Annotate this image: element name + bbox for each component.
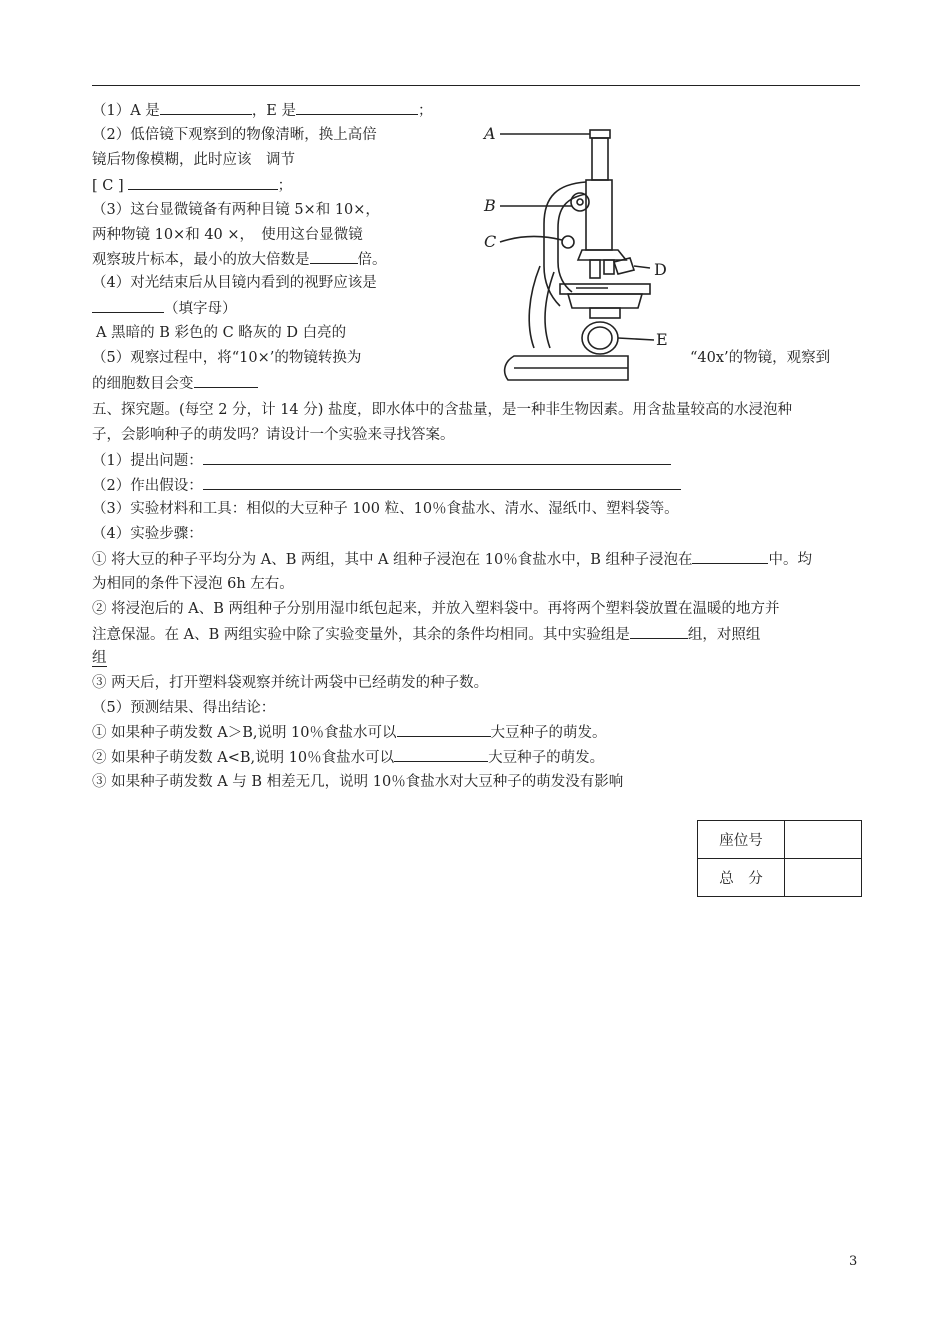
total-label: 总 分	[698, 859, 785, 897]
answer-blank[interactable]	[203, 450, 671, 465]
answer-blank[interactable]	[397, 722, 491, 737]
label-b: B	[484, 196, 496, 215]
step2-line3: 组	[92, 650, 107, 666]
s4-line: （4）实验步骤：	[92, 526, 203, 542]
q5-line1-right: “40x’的物镜，观察到	[690, 350, 831, 366]
step2-line1: ② 将浸泡后的 A、B 两组种子分别用湿巾纸包起来，并放入塑料袋中。再将两个塑料袋放置在温暖的地方并	[92, 601, 780, 617]
microscope-diagram	[478, 116, 694, 392]
answer-blank[interactable]	[296, 100, 418, 115]
page-number: 3	[849, 1254, 858, 1269]
step1-line2: 为相同的条件下浸泡 6h 左右。	[92, 576, 294, 592]
answer-blank[interactable]	[160, 100, 252, 115]
q2-line3: [ C ] ；	[92, 175, 292, 196]
q3-line3: 观察玻片标本，最小的放大倍数是 倍。	[92, 249, 387, 270]
s1-line: （1）提出问题：	[92, 450, 671, 471]
label-d: D	[654, 260, 667, 279]
q3-line2: 两种物镜 10×和 40 ×， 使用这台显微镜	[92, 227, 363, 243]
step1-line: ① 将大豆的种子平均分为 A、B 两组，其中 A 组种子浸泡在 10％食盐水中，B 组种子浸泡在 中。均	[92, 549, 812, 570]
section5-intro1: 五、探究题。(每空 2 分，计 14 分) 盐度，即水体中的含盐量，是一种非生物因素。用含盐量较高的水浸泡种	[92, 402, 793, 418]
answer-blank[interactable]	[692, 549, 768, 564]
q4-options: A 黑暗的 B 彩色的 C 略灰的 D 白亮的	[96, 325, 347, 341]
section5-intro2: 子，会影响种子的萌发吗？请设计一个实验来寻找答案。	[92, 427, 455, 443]
seat-label: 座位号	[698, 821, 785, 859]
score-table	[697, 820, 862, 897]
step3-line: ③ 两天后，打开塑料袋观察并统计两袋中已经萌发的种子数。	[92, 675, 489, 691]
q1-line: （1）A 是 ，E 是 ；	[92, 100, 433, 121]
result2-line: ② 如果种子萌发数 A<B,说明 10％食盐水可以 大豆种子的萌发。	[92, 747, 604, 768]
q4-line1: （4）对光结束后从目镜内看到的视野应该是	[92, 275, 377, 291]
answer-blank[interactable]	[92, 298, 164, 313]
s2-line: （2）作出假设：	[92, 475, 681, 496]
label-e: E	[656, 330, 668, 349]
total-value-cell[interactable]	[785, 859, 862, 897]
q5-line1-left: （5）观察过程中，将“10×’的物镜转换为	[92, 350, 362, 366]
step2-line2: 注意保湿。在 A、B 两组实验中除了实验变量外，其余的条件均相同。其中实验组是 组，对照组	[92, 624, 760, 645]
seat-value-cell[interactable]	[785, 821, 862, 859]
q2-line1: （2）低倍镜下观察到的物像清晰，换上高倍	[92, 127, 377, 143]
q3-line1: （3）这台显微镜备有两种目镜 5×和 10×，	[92, 202, 380, 218]
q4-line2: （填字母）	[92, 298, 237, 319]
answer-blank[interactable]	[394, 747, 488, 762]
answer-blank[interactable]	[310, 249, 358, 264]
microscope-figure	[478, 116, 694, 392]
q5-line2: 的细胞数目会变	[92, 373, 258, 394]
result3-line: ③ 如果种子萌发数 A 与 B 相差无几，说明 10％食盐水对大豆种子的萌发没有影响	[92, 774, 624, 790]
s3-line: （3）实验材料和工具：相似的大豆种子 100 粒、10％食盐水、清水、湿纸巾、塑料袋等。	[92, 501, 679, 517]
q2-line2: 镜后物像模糊，此时应该 调节	[92, 152, 295, 168]
result1-line: ① 如果种子萌发数 A＞B,说明 10％食盐水可以 大豆种子的萌发。	[92, 722, 607, 743]
answer-blank[interactable]	[203, 475, 681, 490]
answer-blank[interactable]	[128, 175, 278, 190]
answer-blank[interactable]	[194, 373, 258, 388]
s5-line: （5）预测结果、得出结论：	[92, 700, 276, 716]
answer-blank[interactable]	[630, 624, 688, 639]
label-c: C	[484, 232, 497, 251]
label-a: A	[484, 124, 496, 143]
header-rule	[92, 85, 860, 86]
